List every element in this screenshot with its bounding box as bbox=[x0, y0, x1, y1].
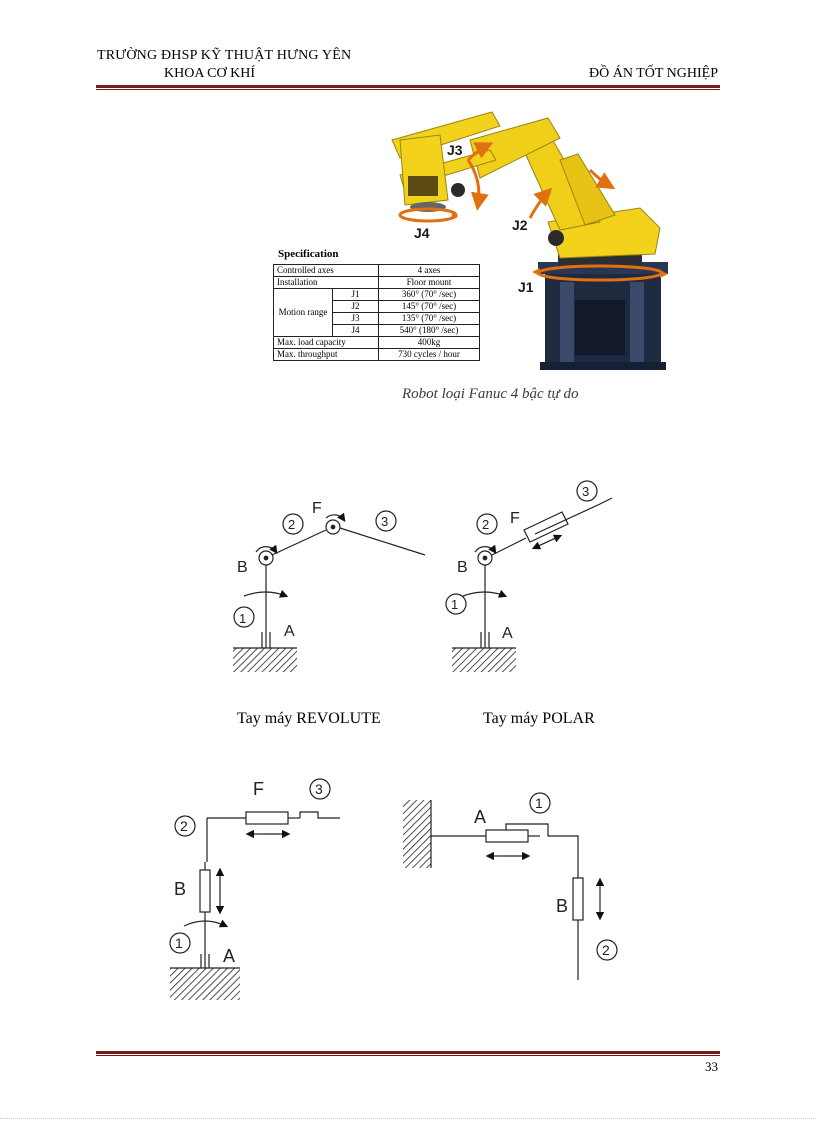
spec-j2-label: J2 bbox=[333, 301, 379, 313]
page-edge bbox=[0, 1118, 816, 1119]
polar-marks bbox=[451, 484, 589, 642]
spec-controlled-axes-value: 4 axes bbox=[379, 265, 480, 277]
cyl-mark-a: A bbox=[223, 946, 236, 966]
footer-rule-thin bbox=[96, 1055, 720, 1056]
cylindrical-diagram bbox=[170, 779, 340, 1000]
spec-installation-label: Installation bbox=[274, 277, 379, 289]
spec-throughput-value: 730 cycles / hour bbox=[379, 349, 480, 361]
revolute-diagram bbox=[233, 511, 425, 672]
spec-throughput-label: Max. throughput bbox=[274, 349, 379, 361]
cyl-mark-1: 1 bbox=[175, 935, 183, 951]
rev-mark-1: 1 bbox=[239, 611, 247, 626]
spec-j2-value: 145° (70° /sec) bbox=[379, 301, 480, 313]
spec-motion-range-label: Motion range bbox=[274, 289, 333, 337]
cyl-mark-f: F bbox=[253, 779, 264, 799]
cyl-mark-3: 3 bbox=[315, 781, 323, 797]
cart-mark-1: 1 bbox=[535, 795, 543, 811]
spec-title: Specification bbox=[278, 248, 339, 260]
cyl-mark-b: B bbox=[174, 879, 187, 899]
spec-j1-label: J1 bbox=[333, 289, 379, 301]
spec-j4-label: J4 bbox=[333, 325, 379, 337]
figure-caption: Robot loại Fanuc 4 bậc tự do bbox=[402, 386, 579, 402]
spec-controlled-axes-label: Controlled axes bbox=[274, 265, 379, 277]
spec-j1-value: 360° (70° /sec) bbox=[379, 289, 480, 301]
rev-mark-b: B bbox=[237, 559, 248, 576]
spec-load-value: 400kg bbox=[379, 337, 480, 349]
rev-mark-a: A bbox=[284, 623, 295, 640]
header-school: TRƯỜNG ĐHSP KỸ THUẬT HƯNG YÊN bbox=[97, 48, 352, 63]
cart-mark-2: 2 bbox=[602, 942, 610, 958]
polar-diagram bbox=[446, 481, 612, 672]
spec-installation-value: Floor mount bbox=[379, 277, 480, 289]
cartesian-marks bbox=[474, 795, 610, 958]
header-faculty: KHOA CƠ KHÍ bbox=[164, 66, 255, 81]
footer-rule bbox=[96, 1051, 720, 1054]
spec-load-label: Max. load capacity bbox=[274, 337, 379, 349]
joint-label-j4: J4 bbox=[414, 225, 430, 241]
cartesian-diagram bbox=[403, 793, 617, 980]
page-number: 33 bbox=[705, 1059, 718, 1074]
spec-table bbox=[273, 264, 480, 361]
joint-label-j2: J2 bbox=[512, 217, 528, 233]
polar-label: Tay máy POLAR bbox=[483, 710, 595, 727]
header-doc-type: ĐỒ ÁN TỐT NGHIỆP bbox=[589, 66, 718, 81]
joint-label-j1: J1 bbox=[518, 279, 534, 295]
cart-mark-a: A bbox=[474, 807, 487, 827]
polar-mark-3: 3 bbox=[582, 484, 590, 499]
cyl-mark-2: 2 bbox=[180, 818, 188, 834]
cart-mark-b: B bbox=[556, 896, 569, 916]
spec-j3-value: 135° (70° /sec) bbox=[379, 313, 480, 325]
cylindrical-marks bbox=[174, 779, 323, 966]
polar-mark-a: A bbox=[502, 625, 513, 642]
polar-mark-b: B bbox=[457, 559, 468, 576]
polar-mark-f: F bbox=[510, 510, 520, 527]
rev-mark-f: F bbox=[312, 500, 322, 517]
spec-j4-value: 540° (180° /sec) bbox=[379, 325, 480, 337]
rev-mark-2: 2 bbox=[288, 517, 296, 532]
polar-mark-2: 2 bbox=[482, 517, 490, 532]
joint-label-j3: J3 bbox=[447, 142, 463, 158]
polar-mark-1: 1 bbox=[451, 597, 459, 612]
spec-j3-label: J3 bbox=[333, 313, 379, 325]
rev-mark-3: 3 bbox=[381, 514, 389, 529]
revolute-marks bbox=[237, 500, 388, 640]
revolute-label: Tay máy REVOLUTE bbox=[237, 710, 381, 727]
